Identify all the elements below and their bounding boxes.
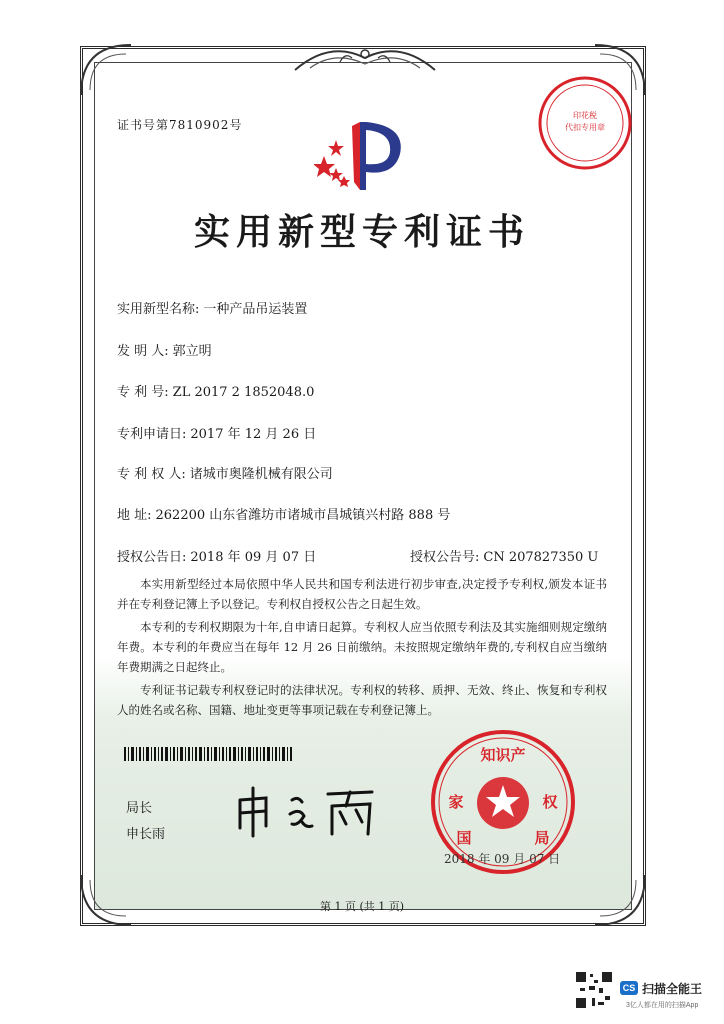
signature-icon bbox=[232, 780, 382, 840]
paragraph-legal-status: 专利证书记载专利权登记时的法律状况。专利权的转移、质押、无效、终止、恢复和专利权人的姓名或名称、国籍、地址变更等事项记载在专利登记簿上。 bbox=[117, 683, 607, 717]
qr-code-icon bbox=[574, 970, 614, 1010]
page-number: 第 1 页 (共 1 页) bbox=[319, 900, 405, 913]
tax-stamp-icon bbox=[536, 74, 634, 172]
field-label: 专利申请日: bbox=[117, 427, 187, 442]
field-label: 授权公告号: bbox=[410, 550, 480, 565]
field-grant-date bbox=[117, 546, 316, 565]
field-inventor bbox=[117, 340, 212, 359]
paragraph-term: 本专利的专利权期限为十年,自申请日起算。专利权人应当依照专利法及其实施细则规定缴纳年费。本专利的年费应当在每年 12 月 26 日前缴纳。未按照规定缴纳年费的,专利权自应当缴纳年费期满之日起终止。 bbox=[117, 620, 607, 674]
field-patentee bbox=[117, 463, 333, 482]
field-value: 诸城市奥隆机械有限公司 bbox=[189, 467, 333, 482]
field-value: 郭立明 bbox=[172, 344, 212, 359]
director-name: 申长雨 bbox=[126, 827, 166, 842]
field-value: 一种产品吊运装置 bbox=[203, 302, 308, 317]
paragraph-grant: 本实用新型经过本局依照中华人民共和国专利法进行初步审查,决定授予专利权,颁发本证书并在专利登记簿上予以登记。专利权自授权公告之日起生效。 bbox=[117, 577, 607, 611]
field-application-date bbox=[117, 423, 316, 442]
svg-text:印花税: 印花税 bbox=[573, 111, 597, 120]
svg-text:知识产: 知识产 bbox=[480, 746, 526, 764]
field-value: 2017 年 12 月 26 日 bbox=[190, 427, 317, 442]
patent-office-logo-icon bbox=[314, 116, 410, 192]
svg-text:代扣专用章: 代扣专用章 bbox=[565, 123, 605, 132]
field-utility-name bbox=[117, 298, 307, 317]
field-label: 地 址: bbox=[117, 508, 152, 523]
app-tagline: 3亿人都在用的扫描App bbox=[626, 1002, 699, 1009]
svg-text:局: 局 bbox=[534, 829, 550, 847]
ornament-icon bbox=[290, 40, 440, 76]
field-value: 2018 年 09 月 07 日 bbox=[190, 550, 317, 565]
field-label: 专 利 号: bbox=[117, 385, 169, 400]
app-logo-icon: CS bbox=[620, 981, 638, 995]
field-patent-number bbox=[117, 381, 314, 400]
field-value: 262200 山东省潍坊市诸城市昌城镇兴村路 888 号 bbox=[155, 508, 451, 523]
director-role: 局长 bbox=[126, 801, 153, 816]
certificate-title: 实用新型专利证书 bbox=[193, 211, 530, 253]
scanner-app-badge bbox=[620, 977, 702, 999]
seal-date: 2018 年 09 月 07 日 bbox=[444, 852, 561, 866]
barcode bbox=[124, 747, 294, 761]
corner-ornament-icon bbox=[76, 40, 136, 100]
field-address bbox=[117, 504, 450, 523]
svg-text:国: 国 bbox=[456, 829, 472, 847]
svg-text:家: 家 bbox=[448, 793, 464, 811]
svg-text:权: 权 bbox=[542, 793, 558, 811]
certificate-number: 证书号第7810902号 bbox=[117, 118, 243, 132]
field-label: 专 利 权 人: bbox=[117, 467, 186, 482]
field-grant-number bbox=[410, 546, 598, 565]
field-label: 发 明 人: bbox=[117, 344, 169, 359]
field-label: 授权公告日: bbox=[117, 550, 187, 565]
app-name: 扫描全能王 bbox=[642, 981, 703, 996]
field-value: ZL 2017 2 1852048.0 bbox=[172, 385, 315, 400]
field-label: 实用新型名称: bbox=[117, 302, 200, 317]
field-value: CN 207827350 U bbox=[483, 550, 599, 565]
